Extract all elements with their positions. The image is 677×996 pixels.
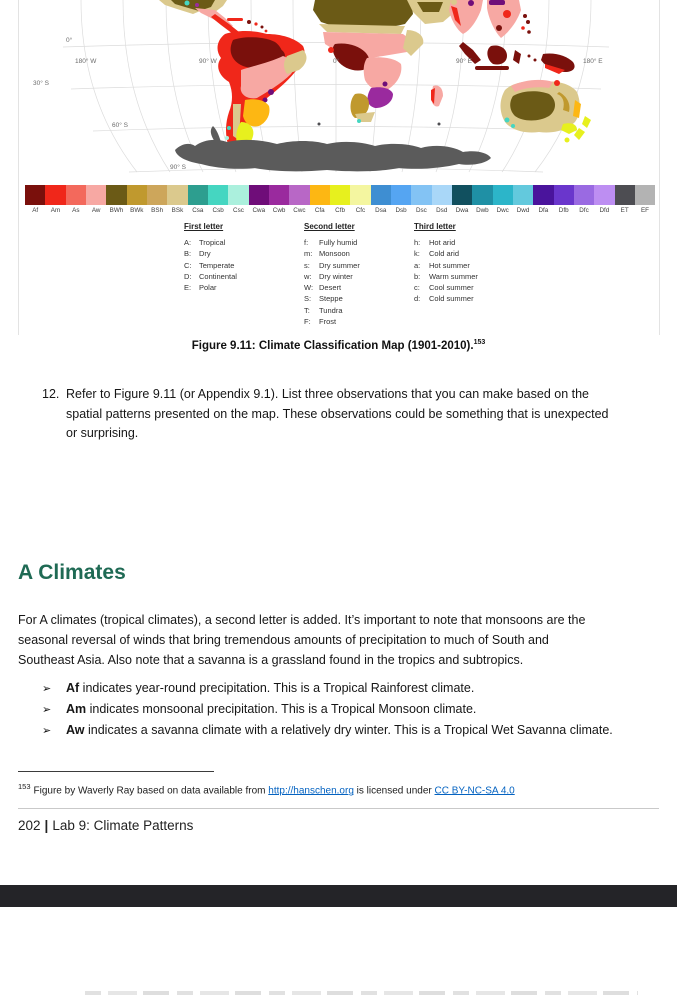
- climate-world-map: [19, 0, 661, 178]
- colorbar-label-Af: Af: [32, 207, 39, 214]
- colorbar-label-Aw: Aw: [91, 207, 101, 214]
- question-text: Refer to Figure 9.11 (or Appendix 9.1). List three observations that you can make based on the spatial patterns presented on the map. These observations could be something that is unexpected or surprising.: [66, 387, 609, 440]
- land-antarctica: [175, 126, 491, 171]
- footnote-link-hanschen[interactable]: http://hanschen.org: [268, 785, 354, 797]
- colorbar-label-Dwd: Dwd: [516, 207, 530, 214]
- bullet-arrow-icon: ➢: [42, 725, 52, 737]
- colorbar-label-Dsb: Dsb: [395, 207, 407, 214]
- colorbar-label-Csc: Csc: [233, 207, 244, 214]
- colorbar-label-Cwb: Cwb: [272, 207, 286, 214]
- colorbar-label-BSk: BSk: [171, 207, 184, 214]
- footer-title: Lab 9: Climate Patterns: [52, 818, 194, 833]
- colorbar-swatch-EF: [635, 185, 655, 205]
- footer-rule: [18, 808, 659, 809]
- colorbar-label-Dsd: Dsd: [436, 207, 448, 214]
- colorbar-swatch-Dsa: [371, 185, 391, 205]
- colorbar-label-EF: EF: [640, 207, 650, 214]
- colorbar-label-Am: Am: [50, 207, 61, 214]
- colorbar-label-Cfc: Cfc: [355, 207, 366, 214]
- footnote-divider: [18, 771, 214, 772]
- footer-separator: |: [44, 818, 49, 833]
- letter-legend-item: E: Polar: [184, 283, 217, 293]
- colorbar-swatch-Dfb: [554, 185, 574, 205]
- letter-legend-item: b: Warm summer: [414, 271, 478, 281]
- bullet-item: ➢ Aw indicates a savanna climate with a relatively dry winter. This is a Tropical Wet Savanna climate.: [42, 720, 642, 741]
- footnote-text-1: Figure by Waverly Ray based on data available from: [33, 785, 269, 797]
- colorbar-swatch-Am: [45, 185, 65, 205]
- letter-legend-item: k: Cold arid: [414, 249, 460, 259]
- section-heading: A Climates: [18, 561, 126, 584]
- figure-caption: [0, 339, 677, 352]
- land-philippines: [521, 14, 531, 34]
- colorbar-swatch-BSh: [147, 185, 167, 205]
- colorbar-swatch-Dwc: [493, 185, 513, 205]
- colorbar-label-Cwc: Cwc: [293, 207, 306, 214]
- footnote-marker: 153: [18, 782, 31, 791]
- colorbar-swatch-Dfc: [574, 185, 594, 205]
- bullet-list: [42, 678, 642, 741]
- island-dot: [318, 123, 321, 126]
- colorbar-swatch-Dwd: [513, 185, 533, 205]
- colorbar-label-BWh: BWh: [109, 207, 124, 214]
- letter-legend-item: w: Dry winter: [304, 271, 353, 281]
- letter-legend-item: B: Dry: [184, 249, 211, 259]
- colorbar-swatch-Csb: [208, 185, 228, 205]
- colorbar: [25, 185, 655, 205]
- question-number: 12.: [42, 387, 60, 401]
- colorbar-label-BSh: BSh: [151, 207, 164, 214]
- bullet-arrow-icon: ➢: [42, 704, 52, 716]
- colorbar-label-Dfa: Dfa: [538, 207, 549, 214]
- letter-legend-item: F: Frost: [304, 317, 337, 327]
- letter-legend-item: a: Hot summer: [414, 260, 470, 270]
- question-12: [42, 385, 622, 444]
- letter-legend-item: D: Continental: [184, 271, 237, 281]
- colorbar-label-Dsa: Dsa: [375, 207, 387, 214]
- letter-legend-item: s: Dry summer: [304, 260, 360, 270]
- colorbar-swatch-As: [66, 185, 86, 205]
- colorbar-swatch-Dsb: [391, 185, 411, 205]
- map-axis-label: 30° S: [33, 80, 49, 87]
- colorbar-swatch-Cwb: [269, 185, 289, 205]
- footnote-text-2: is licensed under: [353, 785, 435, 797]
- colorbar-label-Cfa: Cfa: [314, 207, 325, 214]
- colorbar-label-Dsc: Dsc: [415, 207, 427, 214]
- island-dot: [438, 123, 441, 126]
- colorbar-label-ET: ET: [620, 207, 629, 214]
- letter-legend-item: c: Cool summer: [414, 283, 474, 293]
- land-south-asia: [449, 0, 521, 38]
- colorbar-swatch-Cwa: [249, 185, 269, 205]
- colorbar-label-Csa: Csa: [192, 207, 204, 214]
- map-axis-label: 180° W: [75, 58, 97, 65]
- page-separator-band: [0, 885, 677, 907]
- colorbar-label-Csb: Csb: [212, 207, 224, 214]
- map-axis-label: 0°: [333, 58, 340, 65]
- colorbar-label-Dfc: Dfc: [579, 207, 589, 214]
- map-axis-label: 180° E: [583, 58, 603, 65]
- colorbar-label-Cwa: Cwa: [252, 207, 266, 214]
- footnote-link-license[interactable]: CC BY-NC-SA 4.0: [434, 785, 515, 797]
- footnote: [18, 780, 650, 798]
- letter-legend-item: C: Temperate: [184, 260, 235, 270]
- land-north-america: [159, 0, 239, 34]
- map-axis-label: 90° S: [170, 164, 186, 171]
- colorbar-swatch-Aw: [86, 185, 106, 205]
- colorbar-label-BWk: BWk: [130, 207, 144, 214]
- colorbar-swatch-BWh: [106, 185, 126, 205]
- colorbar-swatch-Csa: [188, 185, 208, 205]
- map-axis-label: 90° W: [199, 58, 217, 65]
- letter-legend-item: W: Desert: [304, 283, 342, 293]
- figure-image: [18, 0, 660, 335]
- colorbar-swatch-Cfb: [330, 185, 350, 205]
- colorbar-swatch-Dwb: [472, 185, 492, 205]
- colorbar-swatch-Dwa: [452, 185, 472, 205]
- colorbar-swatch-Af: [25, 185, 45, 205]
- letter-legend-item: f: Fully humid: [304, 238, 358, 247]
- colorbar-label-Dwc: Dwc: [496, 207, 509, 214]
- map-axis-label: 90° E: [456, 58, 472, 65]
- map: [19, 0, 661, 178]
- caption-footnote-ref: 153: [473, 339, 486, 346]
- colorbar-label-Dwb: Dwb: [476, 207, 489, 214]
- land-indonesia: [459, 42, 575, 74]
- map-axis-label: 60° S: [112, 122, 128, 129]
- colorbar-label-Dfd: Dfd: [599, 207, 610, 214]
- next-page-clipped-text: [85, 991, 638, 995]
- colorbar-label-Cfb: Cfb: [335, 207, 345, 214]
- page-footer: [18, 818, 193, 833]
- map-axis-label: 0°: [66, 37, 73, 44]
- colorbar-swatch-Cwc: [289, 185, 309, 205]
- land-south-america: [218, 31, 307, 160]
- section-paragraph: For A climates (tropical climates), a second letter is added. It’s important to note that monsoons are the seasonal reversal of winds that bring tremendous amounts of precipitation to much of South and Southeast Asia. Also note that a savanna is a grassland found in the tropics and subtropics.: [18, 612, 586, 667]
- colorbar-swatch-ET: [615, 185, 635, 205]
- letter-legend-first: [184, 222, 237, 293]
- colorbar-swatch-Csc: [228, 185, 248, 205]
- letter-legend-item: T: Tundra: [304, 305, 343, 315]
- colorbar-label-Dfb: Dfb: [558, 207, 569, 214]
- colorbar-label-As: As: [72, 207, 80, 214]
- bullet-item: ➢ Af indicates year-round precipitation. This is a Tropical Rainforest climate.: [42, 678, 642, 699]
- colorbar-swatch-Cfa: [310, 185, 330, 205]
- bullet-item: ➢ Am indicates monsoonal precipitation. This is a Tropical Monsoon climate.: [42, 699, 642, 720]
- bullet-arrow-icon: ➢: [42, 683, 52, 695]
- letter-legend-item: S: Steppe: [304, 294, 343, 304]
- letter-legend-item: d: Cold summer: [414, 294, 474, 304]
- letter-legend-header: First letter: [184, 222, 224, 231]
- letter-legend-second: [304, 222, 360, 327]
- letter-legend-header: Third letter: [414, 222, 456, 231]
- colorbar-swatch-BSk: [167, 185, 187, 205]
- colorbar-label-Dwa: Dwa: [455, 207, 469, 214]
- letter-legend-item: h: Hot arid: [414, 238, 456, 247]
- colorbar-swatch-BWk: [127, 185, 147, 205]
- colorbar-swatch-Dsc: [411, 185, 431, 205]
- letter-legend-third: [414, 222, 478, 305]
- colorbar-swatch-Dsd: [432, 185, 452, 205]
- letter-legend-header: Second letter: [304, 222, 355, 231]
- figure-caption-text: Figure 9.11: Climate Classification Map (1901-2010).: [191, 339, 474, 352]
- colorbar-swatch-Dfd: [594, 185, 614, 205]
- colorbar-labels: [25, 207, 655, 214]
- land-australia: [501, 80, 592, 143]
- letter-legend-item: m: Monsoon: [304, 249, 350, 259]
- colorbar-swatch-Dfa: [533, 185, 553, 205]
- letter-legend-item: A: Tropical: [184, 238, 226, 247]
- colorbar-swatch-Cfc: [350, 185, 370, 205]
- page-number: 202: [18, 818, 41, 833]
